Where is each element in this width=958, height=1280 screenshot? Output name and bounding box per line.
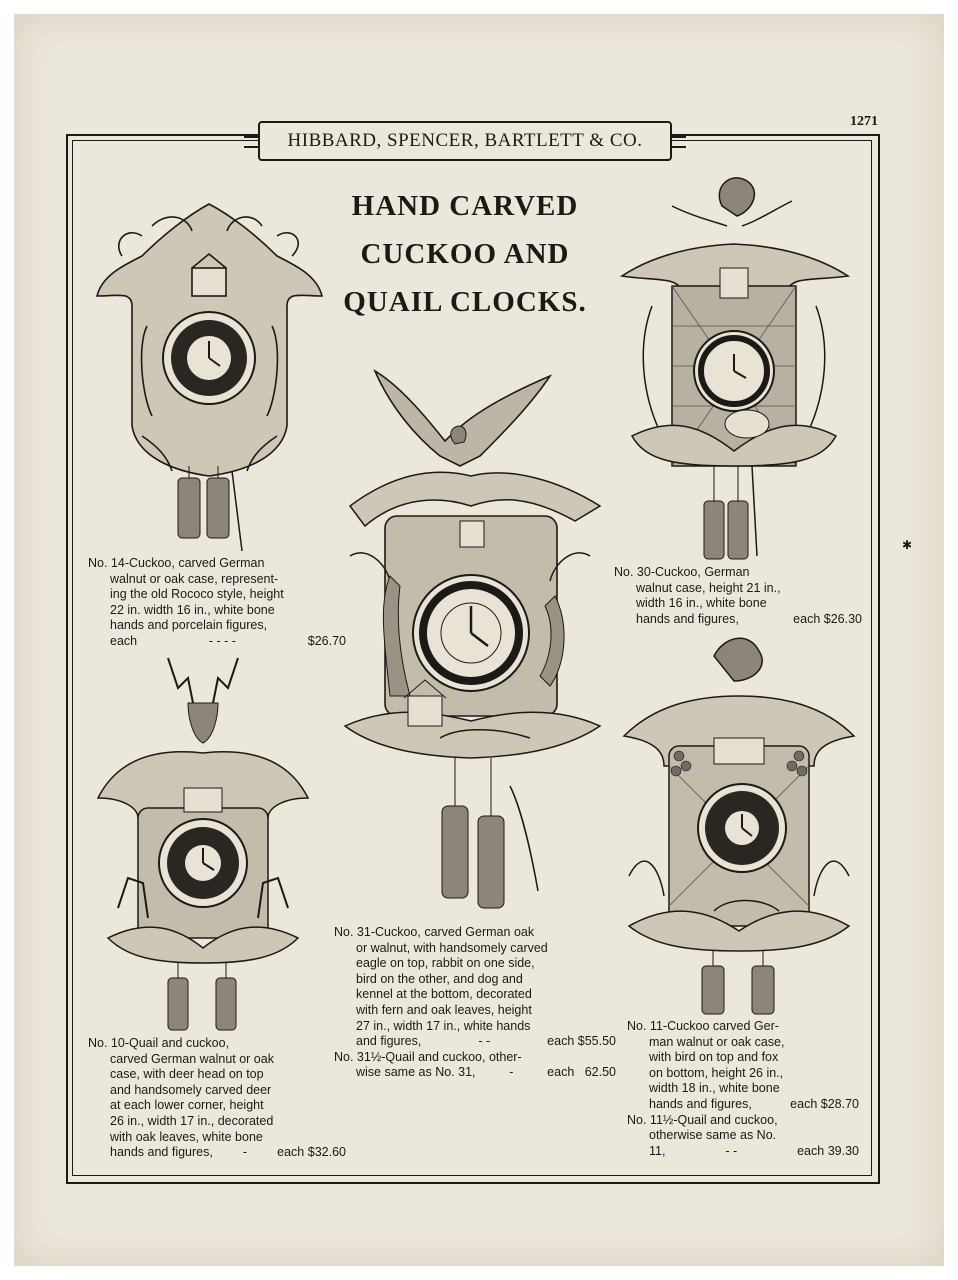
no14-line-3: ing the old Rococo style, height xyxy=(110,587,284,602)
item-description-no31 xyxy=(334,925,616,1081)
no31-line-3: eagle on top, rabbit on one side, xyxy=(356,956,535,971)
no11half-price-line xyxy=(627,1144,859,1160)
no31-line-6: with fern and oak leaves, height xyxy=(356,1002,532,1017)
item-description-no14 xyxy=(88,556,346,650)
no30-line-2: walnut case, height 21 in., xyxy=(636,580,781,595)
clock-illustration-no31 xyxy=(330,366,612,922)
no14-each: each xyxy=(110,633,138,648)
no10-line-5: at each lower corner, height xyxy=(110,1098,264,1113)
page-title xyxy=(300,182,630,326)
no31-each: each xyxy=(547,1034,575,1049)
no31half-line-1: No. 31½-Quail and cuckoo, other- xyxy=(334,1049,522,1064)
no31-line-2: or walnut, with handsomely carved xyxy=(356,940,548,955)
no31half-dots: - xyxy=(509,1065,514,1080)
no14-line-4: 22 in. width 16 in., white bone xyxy=(110,602,275,617)
no11half-dots: - - xyxy=(725,1143,738,1158)
no10-last-line: hands and figures, xyxy=(110,1145,213,1160)
clock-illustration-no11 xyxy=(614,626,864,1018)
no10-line-7: with oak leaves, white bone xyxy=(110,1129,263,1144)
item-description-no30 xyxy=(614,565,862,627)
no31half-line-2: wise same as No. 31, xyxy=(356,1065,476,1080)
no11-each: each xyxy=(790,1096,818,1111)
no31-price: $55.50 xyxy=(577,1034,616,1049)
no10-line-3: case, with deer head on top xyxy=(110,1067,264,1082)
no10-dots: - xyxy=(242,1145,248,1160)
no10-price-line xyxy=(88,1145,346,1161)
no11-price: $28.70 xyxy=(820,1096,859,1111)
title-line-2: CUCKOO AND xyxy=(360,238,570,270)
no30-last-line: hands and figures, xyxy=(636,611,739,626)
no14-price-line xyxy=(88,634,346,650)
ink-speck: ✱ xyxy=(902,538,913,552)
no31-line-7: 27 in., width 17 in., white hands xyxy=(356,1018,531,1033)
no30-price-line xyxy=(614,612,862,628)
clock-illustration-no30 xyxy=(612,166,856,566)
item-description-no10 xyxy=(88,1036,346,1161)
no31-dots: - - xyxy=(478,1034,491,1049)
no14-line-2: walnut or oak case, represent- xyxy=(110,571,279,586)
no31-price-line xyxy=(334,1034,616,1050)
no14-price: $26.70 xyxy=(307,633,346,648)
no11-line-4: on bottom, height 26 in., xyxy=(649,1065,784,1080)
no11-line-2: man walnut or oak case, xyxy=(649,1034,785,1049)
no31-last-line: and figures, xyxy=(356,1034,422,1049)
title-line-3: QUAIL CLOCKS. xyxy=(343,286,587,318)
no11-line-1: No. 11-Cuckoo carved Ger- xyxy=(627,1019,779,1033)
no30-each: each xyxy=(793,611,821,626)
no31-line-5: kennel at the bottom, decorated xyxy=(356,987,532,1002)
no10-price: $32.60 xyxy=(307,1145,346,1160)
title-line-1: HAND CARVED xyxy=(351,190,579,222)
no11half-price: 39.30 xyxy=(827,1143,859,1158)
no11half-line-1: No. 11½-Quail and cuckoo, xyxy=(627,1112,778,1127)
item-description-no11 xyxy=(627,1019,859,1159)
no10-line-4: and handsomely carved deer xyxy=(110,1082,272,1097)
no11-line-5: width 18 in., white bone xyxy=(649,1081,780,1096)
no10-each: each xyxy=(277,1145,305,1160)
no30-line-3: width 16 in., white bone xyxy=(636,596,767,611)
clock-illustration-no14 xyxy=(92,196,327,556)
no11half-prefix: 11, xyxy=(649,1143,666,1158)
no31-line-4: bird on the other, and dog and xyxy=(356,971,523,986)
no10-line-2: carved German walnut or oak xyxy=(110,1051,274,1066)
no14-line-5: hands and porcelain figures, xyxy=(110,618,268,633)
no14-dots: - - - - xyxy=(208,633,236,648)
no11-last-line: hands and figures, xyxy=(649,1096,752,1111)
no31half-each: each xyxy=(547,1065,575,1080)
no11half-each: each xyxy=(797,1143,825,1158)
no14-line-1: No. 14-Cuckoo, carved German xyxy=(88,556,265,570)
no10-line-6: 26 in., width 17 in., decorated xyxy=(110,1113,274,1128)
no30-price: $26.30 xyxy=(823,611,862,626)
clock-illustration-no10 xyxy=(88,648,318,1033)
company-name: HIBBARD, SPENCER, BARTLETT & CO. xyxy=(287,130,643,151)
no30-line-1: No. 30-Cuckoo, German xyxy=(614,565,750,579)
no10-line-1: No. 10-Quail and cuckoo, xyxy=(88,1036,230,1050)
no31-line-1: No. 31-Cuckoo, carved German oak xyxy=(334,925,535,939)
no31half-price-line xyxy=(334,1065,616,1081)
company-header xyxy=(258,121,672,161)
no11-price-line xyxy=(627,1097,859,1113)
no11half-line-2: otherwise same as No. xyxy=(649,1128,777,1143)
no11-line-3: with bird on top and fox xyxy=(649,1050,779,1065)
page-number: 1271 xyxy=(850,114,878,129)
no31half-price: 62.50 xyxy=(584,1065,616,1080)
